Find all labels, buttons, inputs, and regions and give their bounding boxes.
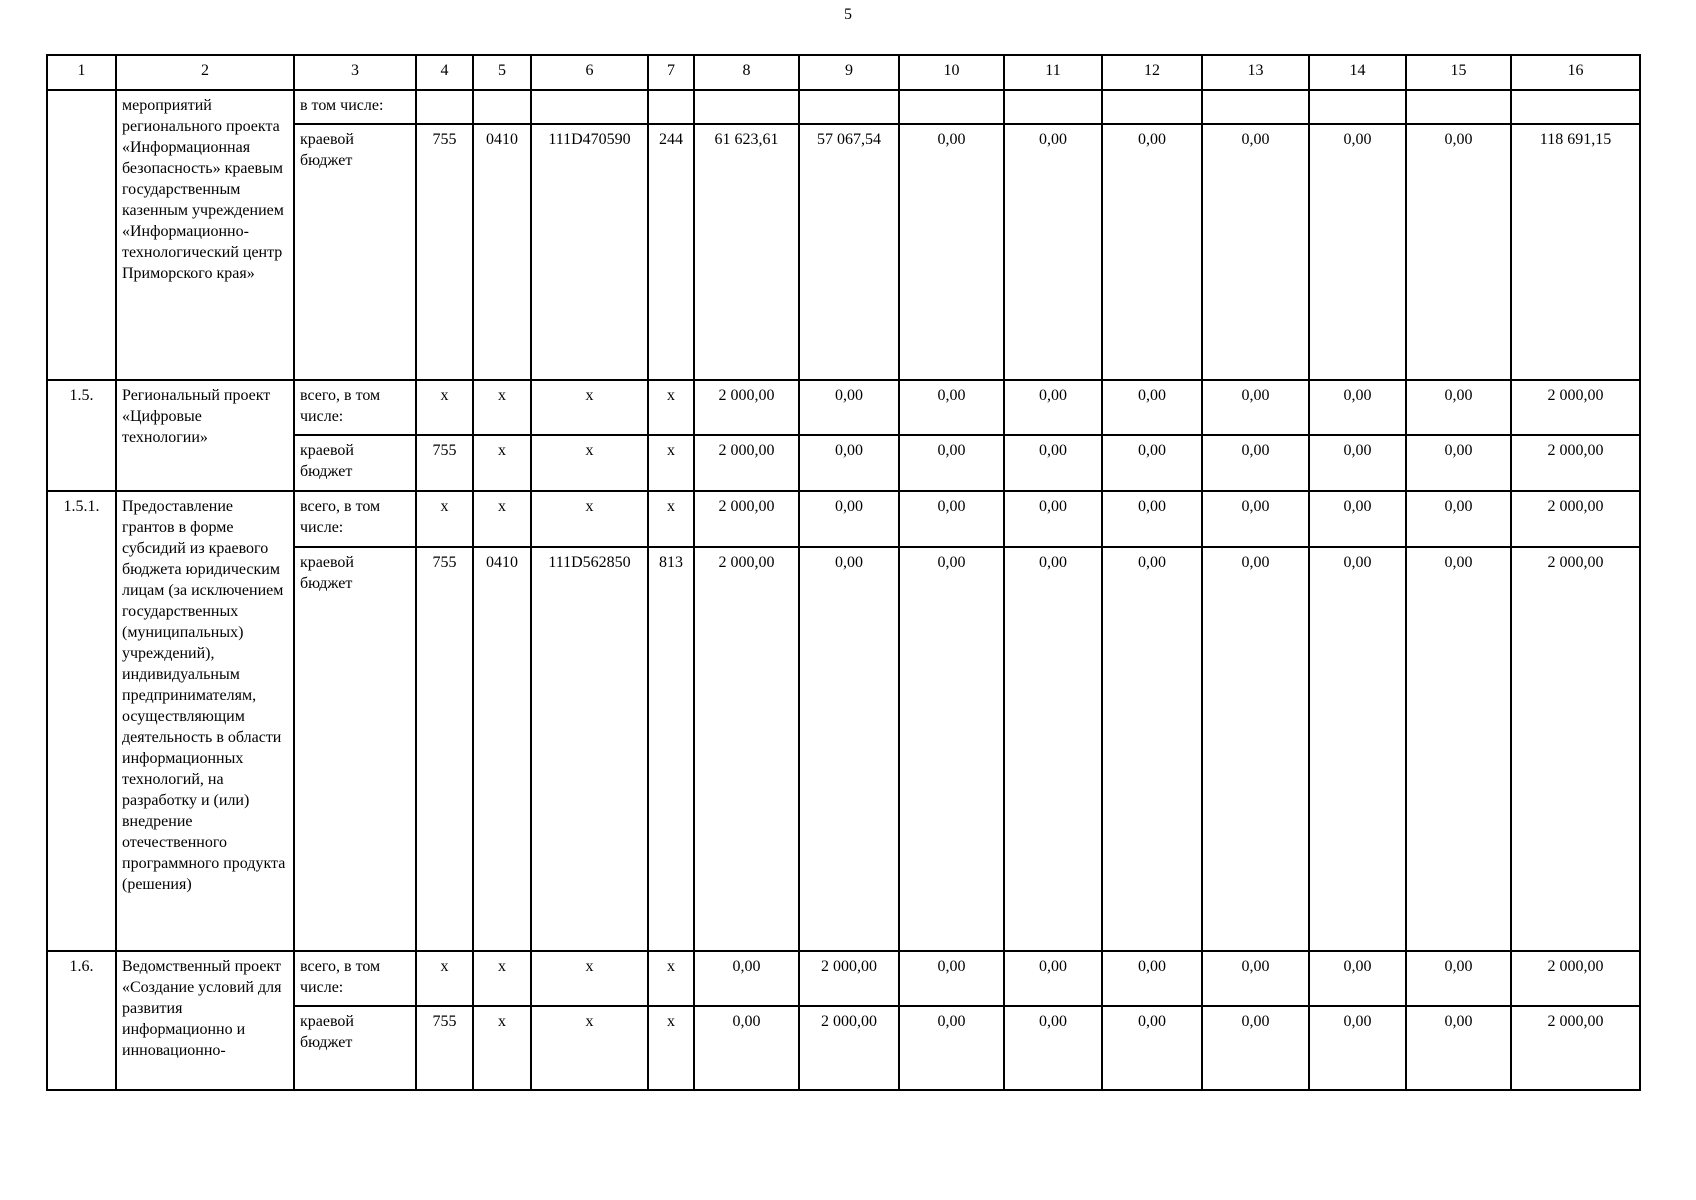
value-cell: x [473,380,531,435]
value-cell: 2 000,00 [1511,1006,1640,1090]
value-cell: 0,00 [899,491,1004,547]
value-cell: 0,00 [799,380,899,435]
value-cell: 0,00 [1102,1006,1202,1090]
value-cell: x [648,1006,694,1090]
source-label: краевой бюджет [294,124,416,380]
value-cell: 2 000,00 [799,1006,899,1090]
value-cell: 57 067,54 [799,124,899,380]
source-label: краевой бюджет [294,547,416,951]
column-number: 13 [1202,55,1309,90]
column-number: 2 [116,55,294,90]
value-cell: 0,00 [1202,547,1309,951]
column-number: 7 [648,55,694,90]
value-cell: x [473,951,531,1006]
value-cell: 0,00 [1406,951,1511,1006]
measure-name: Региональный проект «Цифровые технологии» [116,380,294,491]
value-cell: 0410 [473,547,531,951]
value-cell: 0,00 [899,380,1004,435]
value-cell: 755 [416,124,473,380]
value-cell: x [531,951,648,1006]
value-cell: 0,00 [899,124,1004,380]
value-cell: 2 000,00 [1511,435,1640,491]
row-index-cell [47,90,116,380]
value-cell: x [648,491,694,547]
value-cell: 2 000,00 [694,380,799,435]
source-label: в том числе: [294,90,416,124]
table-row [47,90,1640,124]
column-number: 4 [416,55,473,90]
value-cell: 0,00 [1406,547,1511,951]
source-label: краевой бюджет [294,435,416,491]
row-index: 1.6. [47,951,116,1090]
value-cell: 0,00 [1309,547,1406,951]
value-cell: 0,00 [1004,491,1102,547]
value-cell: 0,00 [694,951,799,1006]
table-row [47,491,1640,547]
value-cell: 111D470590 [531,124,648,380]
value-cell: 0,00 [899,435,1004,491]
value-cell: 2 000,00 [694,547,799,951]
source-label: всего, в том числе: [294,951,416,1006]
row-index: 1.5. [47,380,116,491]
value-cell: x [473,1006,531,1090]
value-cell: 0,00 [1202,435,1309,491]
value-cell: 0,00 [899,1006,1004,1090]
column-number: 3 [294,55,416,90]
value-cell: 0410 [473,124,531,380]
value-cell: 61 623,61 [694,124,799,380]
budget-table [46,54,1641,1091]
value-cell: 0,00 [1004,380,1102,435]
source-label: всего, в том числе: [294,380,416,435]
value-cell: 118 691,15 [1511,124,1640,380]
value-cell: 2 000,00 [694,491,799,547]
value-cell: 0,00 [1406,124,1511,380]
column-number: 8 [694,55,799,90]
value-cell: 0,00 [1406,1006,1511,1090]
value-cell: x [473,491,531,547]
value-cell: 0,00 [1202,1006,1309,1090]
value-cell: x [416,380,473,435]
value-cell: 0,00 [1102,491,1202,547]
column-number: 5 [473,55,531,90]
table-row [47,380,1640,435]
value-cell: 0,00 [799,547,899,951]
value-cell: x [531,435,648,491]
measure-name: Ведомственный проект «Создание условий для развития информационно и инновационно- [116,951,294,1090]
value-cell: 2 000,00 [1511,491,1640,547]
value-cell: 0,00 [1309,380,1406,435]
column-number: 9 [799,55,899,90]
value-cell: x [473,435,531,491]
value-cell: x [531,380,648,435]
value-cell: 0,00 [1004,1006,1102,1090]
value-cell: 111D562850 [531,547,648,951]
value-cell: 0,00 [1004,547,1102,951]
value-cell: x [648,951,694,1006]
table-row [47,951,1640,1006]
column-number: 16 [1511,55,1640,90]
value-cell: 0,00 [1309,124,1406,380]
value-cell: 0,00 [1309,491,1406,547]
page-number: 5 [844,6,852,23]
value-cell: x [648,435,694,491]
value-cell: 0,00 [1202,124,1309,380]
value-cell: 0,00 [1309,1006,1406,1090]
value-cell: 0,00 [1102,951,1202,1006]
source-label: всего, в том числе: [294,491,416,547]
value-cell: 0,00 [1309,435,1406,491]
value-cell: 244 [648,124,694,380]
row-index: 1.5.1. [47,491,116,951]
value-cell: 0,00 [1202,491,1309,547]
value-cell: 2 000,00 [694,435,799,491]
value-cell: x [531,1006,648,1090]
value-cell: 0,00 [1102,124,1202,380]
column-numbers-row [47,55,1640,90]
value-cell: 0,00 [1406,380,1511,435]
value-cell: 0,00 [1102,547,1202,951]
measure-name: мероприятий регионального проекта «Информационная безопасность» краевым государственным казенным учреждением «Информационно-технологический центр Приморского края» [116,90,294,380]
measure-name: Предоставление грантов в форме субсидий из краевого бюджета юридическим лицам (за исключением государственных (муниципальных) учреждений), индивидуальным предпринимателям, осуществляющим деятельность в области информационных технологий, на разработку и (или) внедрение отечественного программного продукта (решения) [116,491,294,951]
value-cell: 0,00 [1102,380,1202,435]
value-cell: 2 000,00 [1511,380,1640,435]
value-cell: 0,00 [899,951,1004,1006]
value-cell: 755 [416,547,473,951]
value-cell: 0,00 [694,1006,799,1090]
value-cell: 0,00 [899,547,1004,951]
value-cell: x [648,380,694,435]
value-cell: 0,00 [1004,124,1102,380]
value-cell: 0,00 [1202,380,1309,435]
column-number: 11 [1004,55,1102,90]
column-number: 14 [1309,55,1406,90]
value-cell: 755 [416,435,473,491]
column-number: 6 [531,55,648,90]
value-cell: 2 000,00 [1511,951,1640,1006]
value-cell: 0,00 [799,435,899,491]
value-cell: 2 000,00 [799,951,899,1006]
value-cell: 755 [416,1006,473,1090]
value-cell: 0,00 [1202,951,1309,1006]
value-cell: 0,00 [1102,435,1202,491]
value-cell: x [416,951,473,1006]
column-number: 15 [1406,55,1511,90]
value-cell: 2 000,00 [1511,547,1640,951]
value-cell: 813 [648,547,694,951]
column-number: 1 [47,55,116,90]
column-number: 12 [1102,55,1202,90]
value-cell: x [531,491,648,547]
value-cell: 0,00 [1309,951,1406,1006]
value-cell: 0,00 [1004,435,1102,491]
value-cell: 0,00 [1406,491,1511,547]
column-number: 10 [899,55,1004,90]
value-cell: x [416,491,473,547]
value-cell: 0,00 [799,491,899,547]
source-label: краевой бюджет [294,1006,416,1090]
value-cell: 0,00 [1004,951,1102,1006]
value-cell: 0,00 [1406,435,1511,491]
